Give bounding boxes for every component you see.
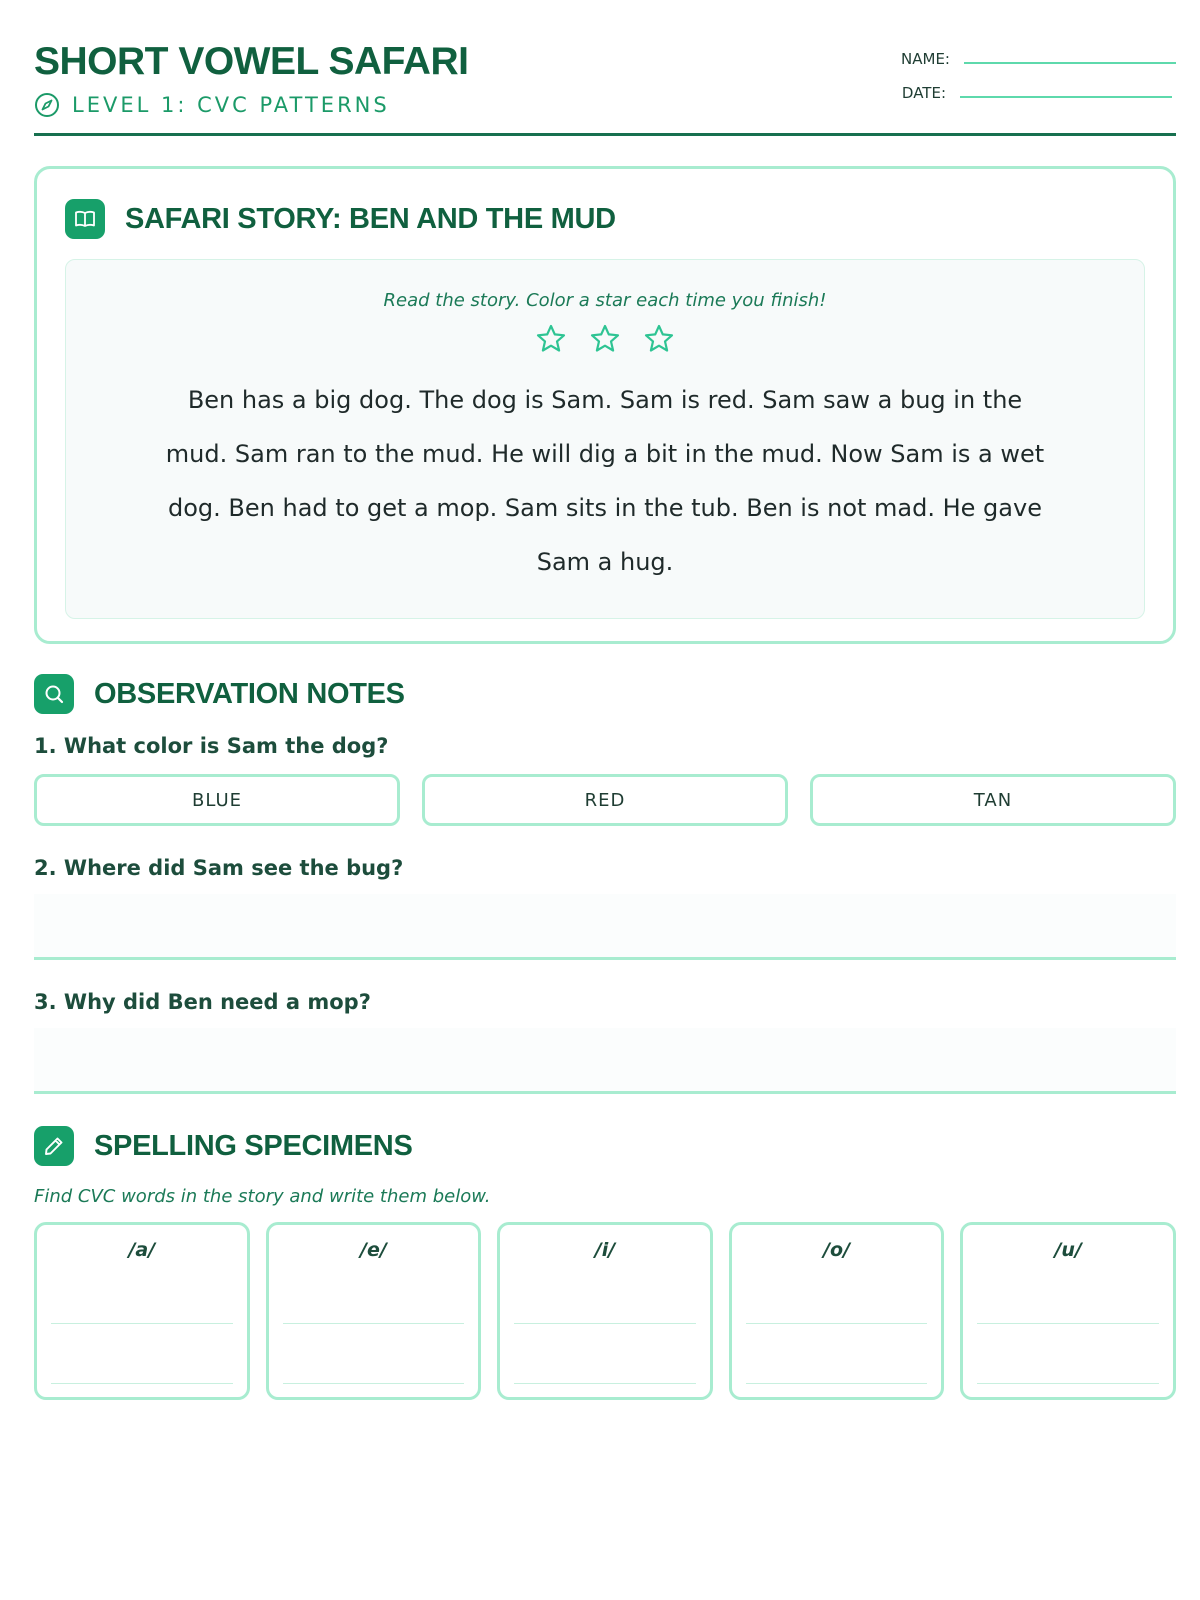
question-2: 2. Where did Sam see the bug? xyxy=(34,856,404,880)
star-icon[interactable] xyxy=(643,323,675,355)
worksheet-header xyxy=(34,36,1176,136)
vowel-label: /e/ xyxy=(360,1239,387,1261)
name-line xyxy=(964,62,1176,64)
spelling-heading xyxy=(34,1126,413,1166)
observation-heading xyxy=(34,674,405,714)
writing-line xyxy=(51,1383,233,1384)
date-line xyxy=(960,96,1172,98)
writing-line xyxy=(51,1323,233,1324)
worksheet-subtitle xyxy=(34,92,390,118)
name-field[interactable] xyxy=(901,50,1176,68)
option-tan-button[interactable]: TAN xyxy=(810,774,1176,826)
story-heading xyxy=(65,199,616,239)
observation-title: OBSERVATION NOTES xyxy=(94,677,405,710)
answer-field-3[interactable] xyxy=(34,1028,1176,1094)
writing-line xyxy=(977,1323,1159,1324)
option-red-button[interactable]: RED xyxy=(422,774,788,826)
vowel-label: /a/ xyxy=(128,1239,156,1261)
writing-line xyxy=(746,1383,928,1384)
story-instruction: Read the story. Color a star each time you finish! xyxy=(383,290,827,311)
vowel-box-o[interactable] xyxy=(729,1222,945,1400)
date-label: DATE: xyxy=(901,84,946,102)
vowel-boxes xyxy=(34,1222,1176,1400)
vowel-label: /o/ xyxy=(823,1239,851,1261)
star-rating xyxy=(66,323,1144,355)
vowel-box-e[interactable] xyxy=(266,1222,482,1400)
writing-line xyxy=(514,1383,696,1384)
spelling-title: SPELLING SPECIMENS xyxy=(94,1129,413,1162)
writing-line xyxy=(977,1383,1159,1384)
question-3: 3. Why did Ben need a mop? xyxy=(34,990,371,1014)
answer-options xyxy=(34,774,1176,826)
writing-line xyxy=(746,1323,928,1324)
writing-line xyxy=(283,1323,465,1324)
vowel-box-a[interactable] xyxy=(34,1222,250,1400)
book-icon xyxy=(65,199,105,239)
story-text: Ben has a big dog. The dog is Sam. Sam is red. Sam saw a bug in the mud. Sam ran to the mud. He will dig a bit in the mud. Now Sam is a wet dog. Ben had to get a mop. Sam sits in the tub. Ben is not mad. He gave Sam a hug. xyxy=(165,386,1045,576)
vowel-label: /i/ xyxy=(594,1239,616,1261)
search-icon xyxy=(34,674,74,714)
name-label: NAME: xyxy=(901,50,950,68)
story-title: SAFARI STORY: BEN AND THE MUD xyxy=(125,202,616,235)
worksheet-title: SHORT VOWEL SAFARI xyxy=(34,40,469,83)
vowel-box-i[interactable] xyxy=(497,1222,713,1400)
compass-icon xyxy=(34,92,60,118)
story-card xyxy=(34,166,1176,644)
star-icon[interactable] xyxy=(589,323,621,355)
writing-line xyxy=(283,1383,465,1384)
subtitle-text: LEVEL 1: CVC PATTERNS xyxy=(72,93,390,117)
option-blue-button[interactable]: BLUE xyxy=(34,774,400,826)
star-icon[interactable] xyxy=(535,323,567,355)
date-field[interactable] xyxy=(902,84,1172,102)
question-1: 1. What color is Sam the dog? xyxy=(34,734,389,758)
writing-line xyxy=(514,1323,696,1324)
vowel-box-u[interactable] xyxy=(960,1222,1176,1400)
vowel-label: /u/ xyxy=(1054,1239,1082,1261)
pencil-icon xyxy=(34,1126,74,1166)
answer-field-2[interactable] xyxy=(34,894,1176,960)
spelling-instruction: Find CVC words in the story and write them below. xyxy=(34,1186,491,1207)
story-box xyxy=(65,259,1145,619)
